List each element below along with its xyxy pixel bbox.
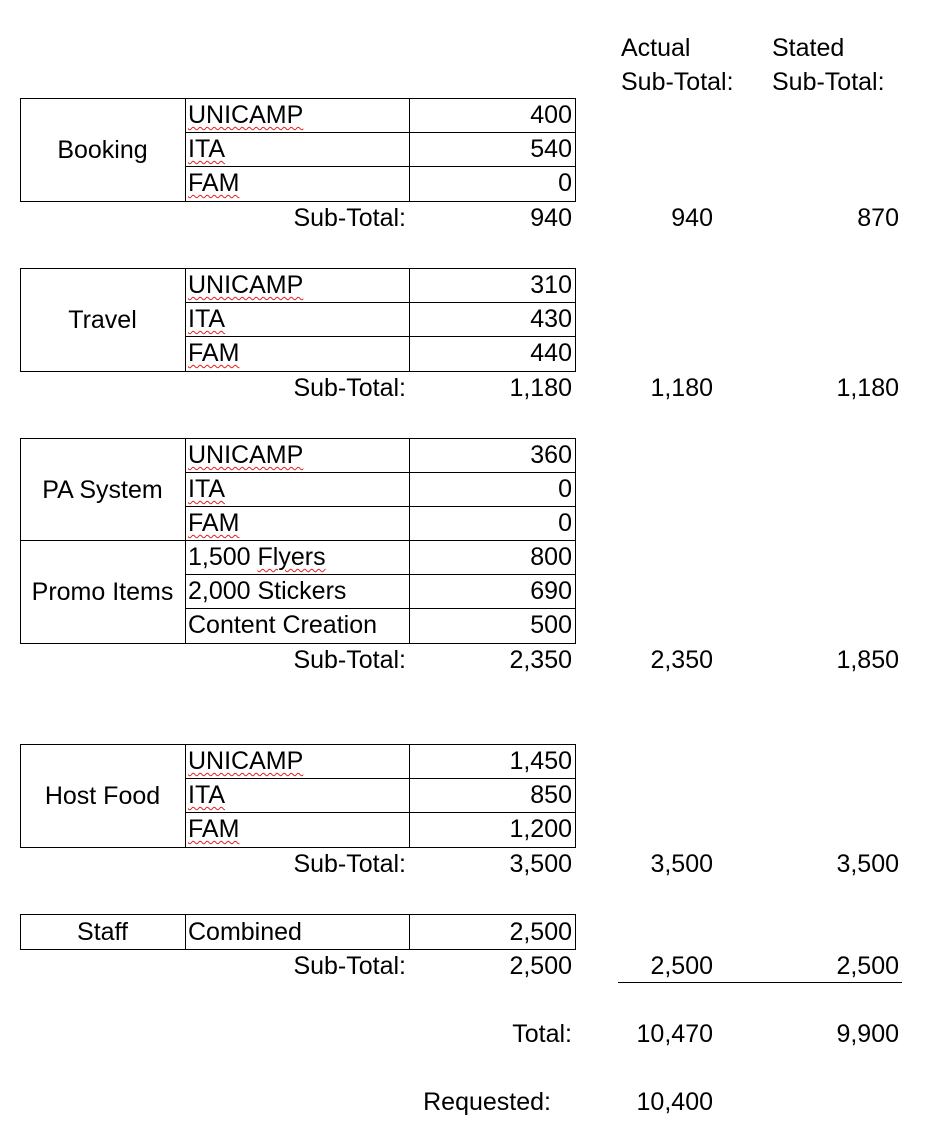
pa-item-fam: FAM [188, 509, 240, 537]
travel-subtotal-label: Sub-Total: [293, 374, 406, 402]
booking-value-unicamp: 400 [530, 101, 572, 129]
promo-value-content: 500 [530, 611, 572, 639]
staff-subtotal: 2,500 [509, 952, 572, 980]
booking-subtotal: 940 [530, 204, 572, 232]
travel-item-ita: ITA [188, 305, 226, 333]
travel-item-fam: FAM [188, 339, 240, 367]
stated-header-line1: Stated [772, 34, 845, 62]
booking-stated: 870 [857, 204, 899, 232]
actual-subtotal-header [621, 31, 734, 99]
requested-value: 10,400 [636, 1088, 713, 1116]
promo-subtotal-label: Sub-Total: [293, 646, 406, 674]
booking-item-fam: FAM [188, 169, 240, 197]
food-item-fam: FAM [188, 815, 240, 843]
actual-header-line2: Sub-Total: [621, 68, 734, 96]
food-stated: 3,500 [836, 850, 899, 878]
food-subtotal: 3,500 [509, 850, 572, 878]
food-item-ita: ITA [188, 781, 226, 809]
staff-category: Staff [77, 918, 128, 946]
actual-header-line1: Actual [621, 34, 691, 62]
stated-header-line2: Sub-Total: [772, 68, 885, 96]
pa-item-unicamp: UNICAMP [188, 441, 304, 469]
staff-value-combined: 2,500 [509, 918, 572, 946]
promo-subtotal: 2,350 [509, 646, 572, 674]
travel-category: Travel [68, 306, 137, 334]
promo-stated: 1,850 [836, 646, 899, 674]
travel-value-ita: 430 [530, 305, 572, 333]
booking-subtotal-label: Sub-Total: [293, 204, 406, 232]
travel-stated: 1,180 [836, 374, 899, 402]
pa-value-unicamp: 360 [530, 441, 572, 469]
pa-value-ita: 0 [558, 475, 572, 503]
travel-value-fam: 440 [530, 339, 572, 367]
food-value-unicamp: 1,450 [509, 747, 572, 775]
stated-subtotal-header [772, 31, 885, 99]
staff-item-combined: Combined [188, 918, 302, 946]
travel-actual: 1,180 [650, 374, 713, 402]
total-label: Total: [512, 1020, 572, 1048]
food-subtotal-label: Sub-Total: [293, 850, 406, 878]
travel-value-unicamp: 310 [530, 271, 572, 299]
travel-subtotal: 1,180 [509, 374, 572, 402]
promo-category: Promo Items [31, 578, 174, 606]
food-value-fam: 1,200 [509, 815, 572, 843]
promo-item-flyers: 1,500 Flyers [188, 543, 326, 571]
stated-total: 9,900 [836, 1020, 899, 1048]
food-value-ita: 850 [530, 781, 572, 809]
food-actual: 3,500 [650, 850, 713, 878]
staff-subtotal-label: Sub-Total: [293, 952, 406, 980]
staff-stated: 2,500 [836, 952, 899, 980]
booking-category: Booking [57, 136, 148, 164]
booking-actual: 940 [671, 204, 713, 232]
promo-value-stickers: 690 [530, 577, 572, 605]
sum-divider [618, 982, 902, 983]
booking-item-unicamp: UNICAMP [188, 101, 304, 129]
promo-actual: 2,350 [650, 646, 713, 674]
food-item-unicamp: UNICAMP [188, 747, 304, 775]
staff-actual: 2,500 [650, 952, 713, 980]
promo-value-flyers: 800 [530, 543, 572, 571]
pa-item-ita: ITA [188, 475, 226, 503]
booking-item-ita: ITA [188, 135, 226, 163]
promo-item-content: Content Creation [188, 611, 378, 639]
food-category: Host Food [44, 782, 161, 810]
pa-value-fam: 0 [558, 509, 572, 537]
requested-label: Requested: [423, 1088, 551, 1116]
promo-item-stickers: 2,000 Stickers [188, 577, 347, 605]
booking-value-ita: 540 [530, 135, 572, 163]
travel-item-unicamp: UNICAMP [188, 271, 304, 299]
booking-value-fam: 0 [558, 169, 572, 197]
actual-total: 10,470 [636, 1020, 713, 1048]
pa-category: PA System [42, 476, 163, 504]
